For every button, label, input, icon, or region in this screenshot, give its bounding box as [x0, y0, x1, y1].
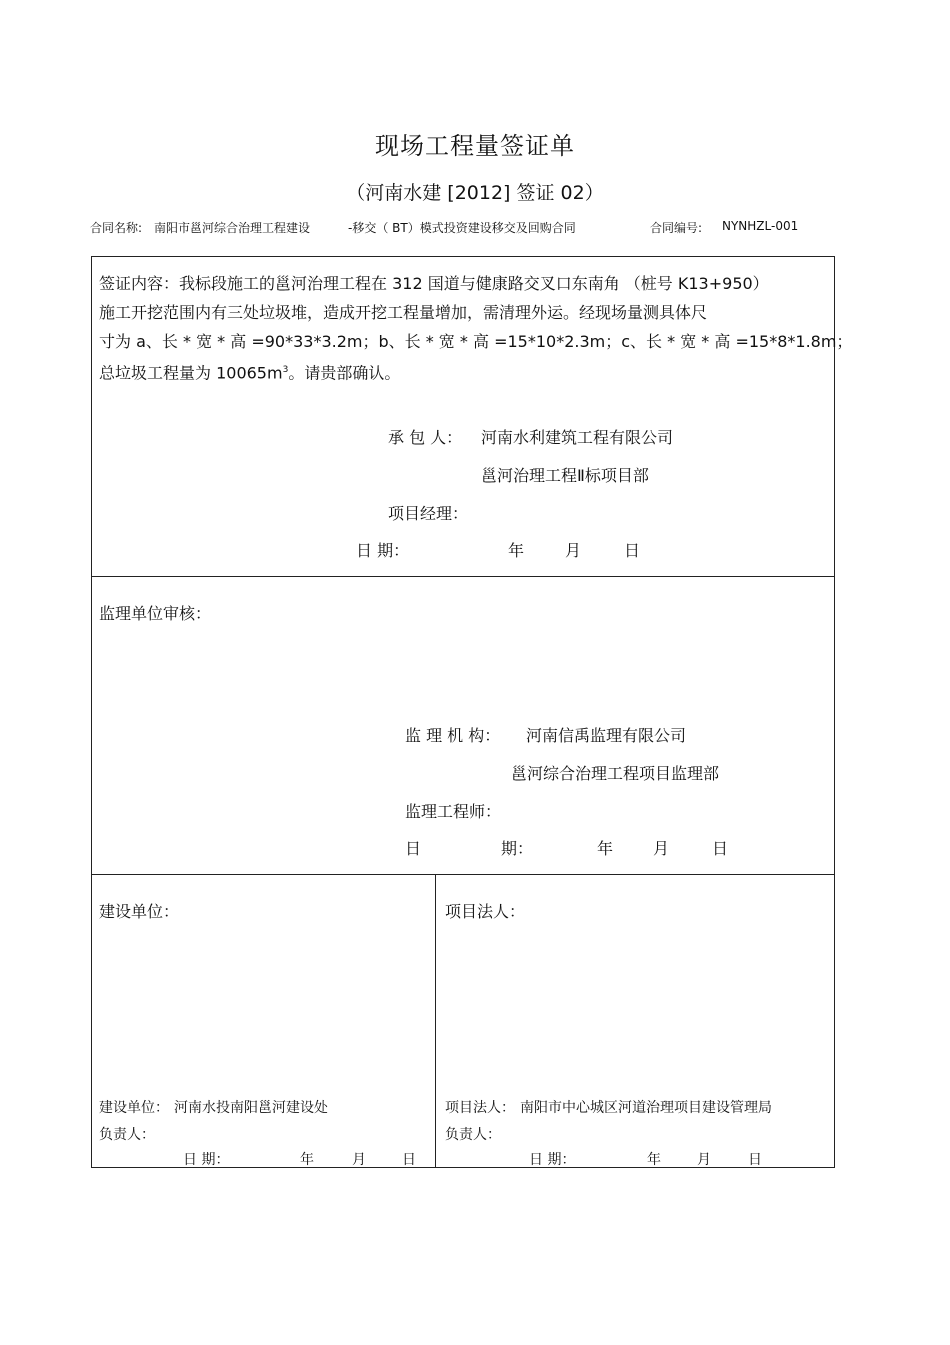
date-year: 年 [508, 541, 525, 560]
owner-unit-label: 建设单位： [99, 1100, 169, 1116]
legal-person-date-year: 年 [647, 1152, 661, 1168]
supervision-department: 邕河综合治理工程项目监理部 [511, 764, 720, 783]
total-suffix: 。请贵部确认。 [288, 363, 401, 383]
contract-number-label: 合同编号: [650, 221, 703, 235]
legal-person-heading: 项目法人： [445, 902, 526, 921]
owner-date-month: 月 [352, 1152, 366, 1168]
content-line-1: 签证内容：我标段施工的邕河治理工程在 312 国道与健康路交叉口东南角 （桩号 K13+950） [99, 274, 769, 293]
date-label: 日 期： [356, 541, 410, 560]
date-month: 月 [565, 541, 582, 560]
legal-person-date-label: 日 期： [529, 1152, 576, 1168]
project-manager-label: 项目经理： [388, 504, 469, 523]
owner-date-year: 年 [300, 1152, 314, 1168]
supervision-date-day: 日 [712, 839, 729, 858]
supervision-section [92, 577, 834, 875]
supervision-date-label: 日 [405, 839, 422, 858]
content-line-2: 施工开挖范围内有三处垃圾堆，造成开挖工程量增加，需清理外运。经现场量测具体尺 [99, 303, 708, 322]
contractor-label: 承 包 人： [388, 428, 463, 447]
visa-content-section [92, 257, 853, 577]
contract-name-tail: -移交（ BT）模式投资建设移交及回购合同 [348, 221, 576, 235]
legal-person-unit-name: 南阳市中心城区河道治理项目建设管理局 [520, 1100, 772, 1116]
owner-person-label: 负责人： [99, 1127, 155, 1143]
unit-superscript: 3 [282, 365, 289, 375]
owner-date-day: 日 [402, 1152, 416, 1168]
supervision-heading: 监理单位审核： [99, 604, 212, 623]
supervision-date-year: 年 [597, 839, 614, 858]
legal-person-person-label: 负责人： [445, 1127, 501, 1143]
legal-person-date-day: 日 [748, 1152, 762, 1168]
content-line-4 [99, 356, 834, 387]
supervision-agency-label: 监 理 机 构： [405, 726, 501, 745]
visa-form [91, 256, 853, 1168]
owner-heading: 建设单位： [99, 902, 180, 921]
legal-person-unit-label: 项目法人： [445, 1100, 515, 1116]
legal-person-date-month: 月 [697, 1152, 711, 1168]
contract-name: 南阳市邕河综合治理工程建设 [154, 221, 311, 235]
supervision-agency-name: 河南信禹监理有限公司 [526, 726, 687, 745]
owner-unit-name: 河南水投南阳邕河建设处 [174, 1100, 328, 1116]
owner-section [92, 875, 834, 1167]
owner-date-label: 日 期： [183, 1152, 230, 1168]
date-day: 日 [624, 541, 641, 560]
contractor-department: 邕河治理工程Ⅱ标项目部 [481, 466, 649, 485]
content-line-3: 寸为 a、长 * 宽 * 高 =90*33*3.2m；b、长 * 宽 * 高 =15*10*2.3m；c、长 * 宽 * 高 =15*8*1.8m； [99, 332, 853, 351]
document-number: （河南水建 [2012] 签证 02） [346, 182, 604, 204]
page-title: 现场工程量签证单 [375, 132, 575, 160]
visa-content-text [99, 269, 853, 387]
supervision-engineer-label: 监理工程师： [405, 802, 502, 821]
supervision-date-month: 月 [653, 839, 670, 858]
supervision-date-label-b: 期： [501, 839, 534, 858]
contractor-name: 河南水利建筑工程有限公司 [481, 428, 674, 447]
contract-number: NYNHZL-001 [722, 219, 799, 233]
total-prefix: 总垃圾工程量为 10065m [99, 363, 283, 383]
contract-name-label: 合同名称: [90, 221, 143, 235]
